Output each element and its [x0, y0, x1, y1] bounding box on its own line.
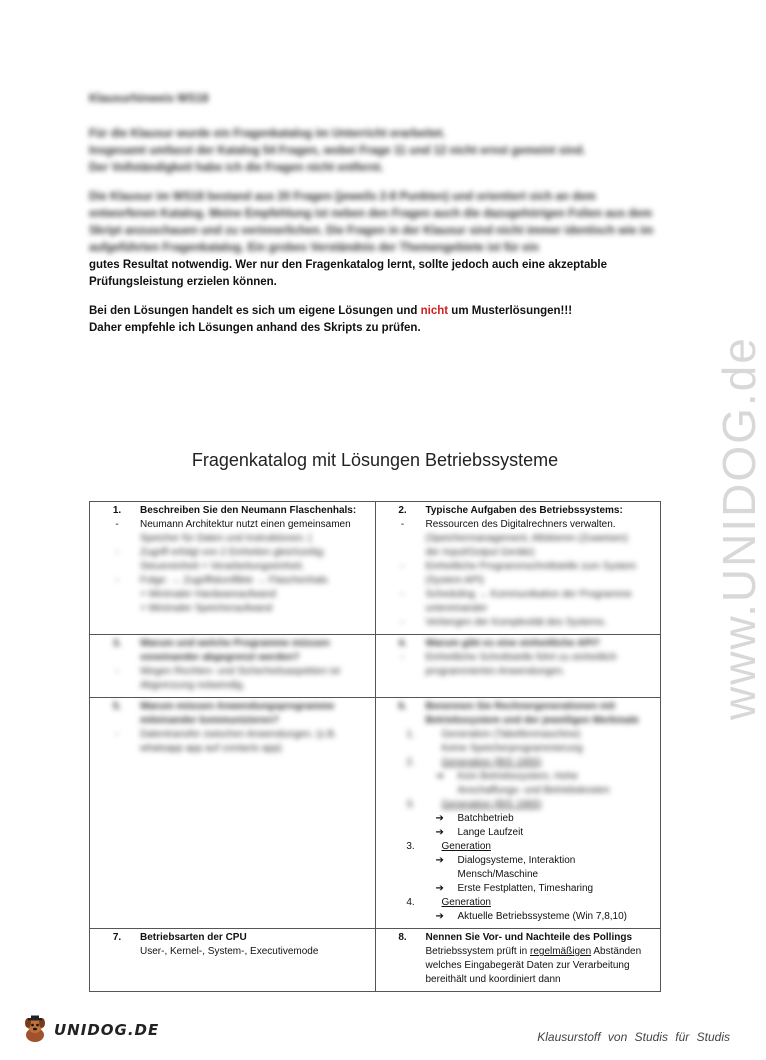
- unidog-logo: [20, 1015, 159, 1045]
- question-title: Beschreiben Sie den Neumann Flaschenhals:: [140, 505, 357, 516]
- question-cell-7: 7. Betriebsarten der CPU User-, Kernel-, System-, Executivemode: [90, 929, 376, 992]
- intro-paragraph-3: Bei den Lösungen handelt es sich um eigene Lösungen und nicht um Musterlösungen!!! Daher empfehle ich Lösungen anhand des Skripts zu prüfen.: [89, 305, 573, 334]
- logo-text: UNIDOG.DE: [54, 1021, 160, 1039]
- dog-logo-icon: [20, 1015, 50, 1045]
- intro-section: [89, 91, 661, 337]
- arrow-icon: ➔: [435, 911, 444, 922]
- document-title: Fragenkatalog mit Lösungen Betriebssysteme: [191, 450, 559, 470]
- arrow-icon: ➔: [435, 813, 444, 824]
- blurred-answer: (Speichermanagement, Allokieren (Zuweisen) der Input/Output Geräte) - Einheitliche Programmschnittstelle zum System (System API) - Scheduling → Kommunikation der Programme untereinander - Verbergen der Komplexität des Systems.: [400, 533, 637, 628]
- list-item: ➔ Aktuelle Betriebssysteme (Win 7,8,10): [435, 911, 628, 922]
- list-item: ➔ Lange Laufzeit: [435, 827, 524, 838]
- list-item: 4. Generation: [406, 897, 491, 908]
- arrow-icon: ➔: [435, 883, 444, 894]
- footer-tagline: Klausurstoff von Studis für Studis: [537, 1030, 730, 1044]
- question-title: Nennen Sie Vor- und Nachteile des Pollings: [425, 932, 633, 943]
- list-item: ➔ Batchbetrieb: [435, 813, 514, 824]
- arrow-icon: ➔: [435, 827, 444, 838]
- table-row: [90, 698, 661, 929]
- blurred-answer: 6. Benennen Sie Rechnergenerationen mit Betriebssystem und der jeweiligen Merkmale 1. Generation (Tabellenmaschine) Keine Speicherprogrammierung 2. Generation (BIS 1955) ➔ Kein Betriebssystem, Hohe Anschaffungs- und Betriebskosten 3. Generation (BIS 1965): [398, 701, 639, 810]
- question-title: Betriebsarten der CPU: [140, 932, 247, 943]
- list-item: ➔ Dialogsysteme, Interaktion: [435, 855, 576, 866]
- blurred-answer: Speicher für Daten und Instruktionen. ( - Zugriff erfolgt von 2 Einheiten gleichzeitig: Steuereinheit + Verarbeitungseinheit. - Folge: → Zugriffskonflikte → Flaschenhals + Minimaler Hardwareaufwand + Minimaler Speicheraufwand: [115, 533, 328, 614]
- question-cell-6: 6. Benennen Sie Rechnergenerationen mit Betriebssystem und der jeweiligen Merkmale 1. Generation (Tabellenmaschine) Keine Speicherprogrammierung 2. Generation (BIS 1955) ➔ Kein Betriebssystem, Hohe Anschaffungs- und Betriebskosten 3. Generation (BIS 1965) ➔ Batchbetrieb ➔ Lange Laufzeit 3. Generation ➔ Dialogsysteme, Interaktion Mensch/Maschine ➔ Erste Festplatten, Timesharing 4. Generation ➔ Aktuelle Betriebssysteme (Win 7,8,10): [375, 698, 661, 929]
- question-cell-1: 1. Beschreiben Sie den Neumann Flaschenhals: - Neumann Architektur nutzt einen gemeinsamen Speicher für Daten und Instruktionen. ( - Zugriff erfolgt von 2 Einheiten gleichzeitig: Steuereinheit + Verarbeitungseinheit. - Folge: → Zugriffskonflikte → Flaschenhals + Minimaler Hardwareaufwand + Minimaler Speicheraufwand: [90, 502, 376, 635]
- question-title: Typische Aufgaben des Betriebssystems:: [425, 505, 623, 516]
- question-cell-4: 4. Warum gibt es eine einheitliche API? - Einheitliche Schnittstelle führt zu einheitlich programmierten Anwendungen.: [375, 635, 661, 698]
- question-cell-5: 5. Warum müssen Anwendungsprogramme miteinander kommunizieren? - Datentransfer zwischen Anwendungen. (z.B. whatsapp app auf contacts app): [90, 698, 376, 929]
- list-item: 3. Generation: [406, 841, 491, 852]
- intro-paragraph-1: Für die Klausur wurde ein Fragenkatalog im Unterricht erarbeitet. Insgesamt umfasst der Katalog 54 Fragen, wobei Frage 11 und 12 nicht ernst gemeint sind. Der Vollständigkeit habe ich die Fragen nicht entfernt.: [89, 128, 586, 174]
- list-item: ➔ Erste Festplatten, Timesharing: [435, 883, 594, 894]
- table-row: [90, 502, 661, 635]
- question-cell-3: 3. Warum und welche Programme müssen voneinander abgegrenzt werden? - Wegen Rechten- und Sicherheitsaspekten ist Abgrenzung notwendig.: [90, 635, 376, 698]
- watermark: www.UNIDOG.de: [713, 336, 765, 720]
- table-row: [90, 635, 661, 698]
- emphasis-nicht: nicht: [420, 305, 449, 317]
- arrow-icon: ➔: [435, 855, 444, 866]
- question-cell-8: 8. Nennen Sie Vor- und Nachteile des Pollings Betriebssystem prüft in regelmäßigen Abständen welches Eingabegerät Daten zur Verarbeitung bereithält und koordiniert dann: [375, 929, 661, 992]
- intro-paragraph-2: Die Klausur im WS18 bestand aus 20 Fragen (jeweils 2-8 Punkten) und orientiert sich an dem entworfenen Katalog. Meine Empfehlung ist neben den Fragen auch die dazugehörigen Folien aus dem Skript anzuschauen und zu verinnerlichen. Die Fragen in der Klausur sind nicht immer identisch wie im aufgeführten Fragenkatalog. Ein grobes Verständnis der Themengebiete ist für ein gutes Resultat notwendig. Wer nur den Fragenkatalog lernt, sollte jedoch auch eine akzeptable Prüfungsleistung erzielen können.: [89, 191, 654, 288]
- question-cell-2: 2. Typische Aufgaben des Betriebssystems: - Ressourcen des Digitalrechners verwalten. (Speichermanagement, Allokieren (Zuweisen) der Input/Output Geräte) - Einheitliche Programmschnittstelle zum System (System API) - Scheduling → Kommunikation der Programme untereinander - Verbergen der Komplexität des Systems.: [375, 502, 661, 635]
- question-table: [89, 501, 661, 992]
- intro-heading: Klausurhinweis WS18: [89, 93, 209, 105]
- table-row: [90, 929, 661, 992]
